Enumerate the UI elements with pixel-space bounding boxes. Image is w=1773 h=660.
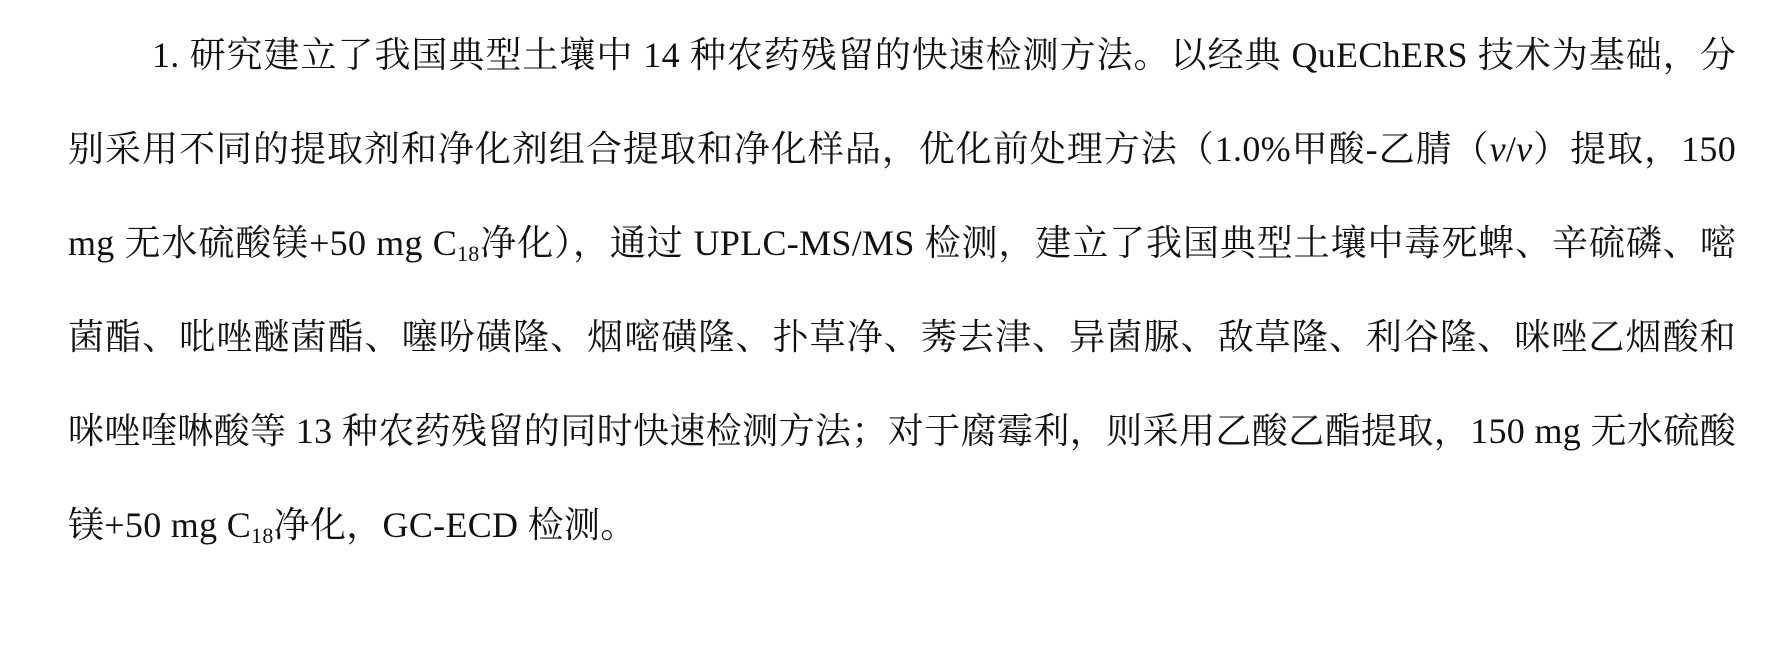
text-segment-2: ）提取，150 mg 无水硫酸镁+50 mg C [68, 129, 1736, 263]
text-segment-3: 净化），通过 UPLC-MS/MS 检测，建立了我国典型土壤中毒死蜱、辛硫磷、嘧菌酯、吡唑醚菌酯、噻吩磺隆、烟嘧磺隆、扑草净、莠去津、异菌脲、敌草隆、利谷隆、咪唑乙烟酸和咪唑喹啉酸等 13 种农药残留的同时快速检测方法；对于腐霉利，则采用乙酸乙酯提取，150 mg 无水硫酸镁+50 mg C [68, 223, 1736, 545]
slash: / [1505, 129, 1517, 169]
subscript-18-second: 18 [251, 523, 274, 548]
italic-v-2: v [1516, 129, 1533, 169]
text-segment-4: 净化，GC-ECD 检测。 [273, 505, 637, 545]
text-segment-1: 1. 研究建立了我国典型土壤中 14 种农药残留的快速检测方法。以经典 QuEChERS 技术为基础，分别采用不同的提取剂和净化剂组合提取和净化样品，优化前处理方法（1.0%甲酸-乙腈（ [68, 35, 1736, 169]
paragraph-text [68, 8, 1736, 572]
subscript-18-first: 18 [457, 241, 480, 266]
italic-v-1: v [1489, 129, 1506, 169]
